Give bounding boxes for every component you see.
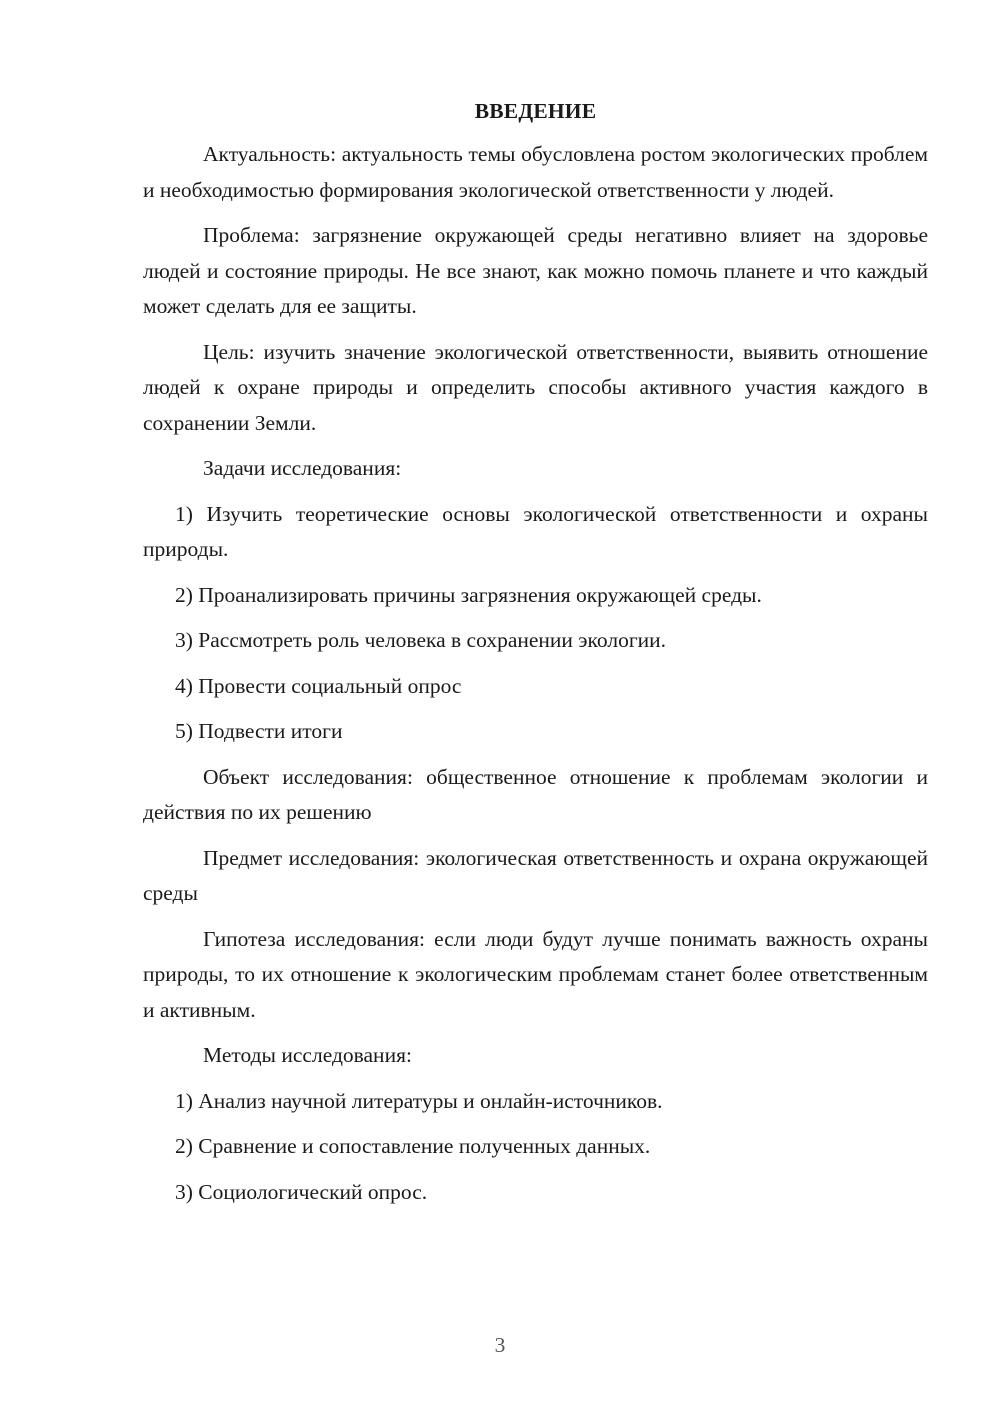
problem-paragraph: Проблема: загрязнение окружающей среды негативно влияет на здоровье людей и состояние природы. Не все знают, как можно помочь планете и что каждый может сделать для ее защиты. — [143, 223, 928, 318]
hypothesis-paragraph: Гипотеза исследования: если люди будут лучше понимать важность охраны природы, то их отношение к экологическим проблемам станет более ответственным и активным. — [143, 926, 928, 1022]
method-item: 3) Социологический опрос. — [175, 1179, 428, 1204]
task-item: 1) Изучить теоретические основы экологической ответственности и охраны природы. — [143, 501, 928, 561]
page-content — [143, 96, 928, 1220]
method-item: 2) Сравнение и сопоставление полученных данных. — [175, 1134, 651, 1158]
section-title: ВВЕДЕНИЕ — [474, 99, 597, 123]
method-item: 1) Анализ научной литературы и онлайн-источников. — [175, 1088, 663, 1113]
subject-paragraph: Предмет исследования: экологическая ответственность и охрана окружающей среды — [143, 845, 928, 905]
task-item: 4) Провести социальный опрос — [175, 673, 462, 698]
page-number: 3 — [494, 1333, 506, 1357]
task-item: 3) Рассмотреть роль человека в сохранении экологии. — [175, 628, 667, 652]
methods-heading: Методы исследования: — [203, 1043, 412, 1067]
goal-paragraph: Цель: изучить значение экологической ответственности, выявить отношение людей к охране природы и определить способы активного участия каждого в сохранении Земли. — [143, 339, 928, 435]
tasks-heading: Задачи исследования: — [203, 456, 402, 480]
relevance-paragraph: Актуальность: актуальность темы обусловлена ростом экологических проблем и необходимостью формирования экологической ответственности у людей. — [143, 142, 928, 202]
task-item: 5) Подвести итоги — [175, 719, 343, 743]
task-item: 2) Проанализировать причины загрязнения окружающей среды. — [175, 582, 762, 607]
object-paragraph: Объект исследования: общественное отношение к проблемам экологии и действия по их решению — [143, 764, 928, 824]
